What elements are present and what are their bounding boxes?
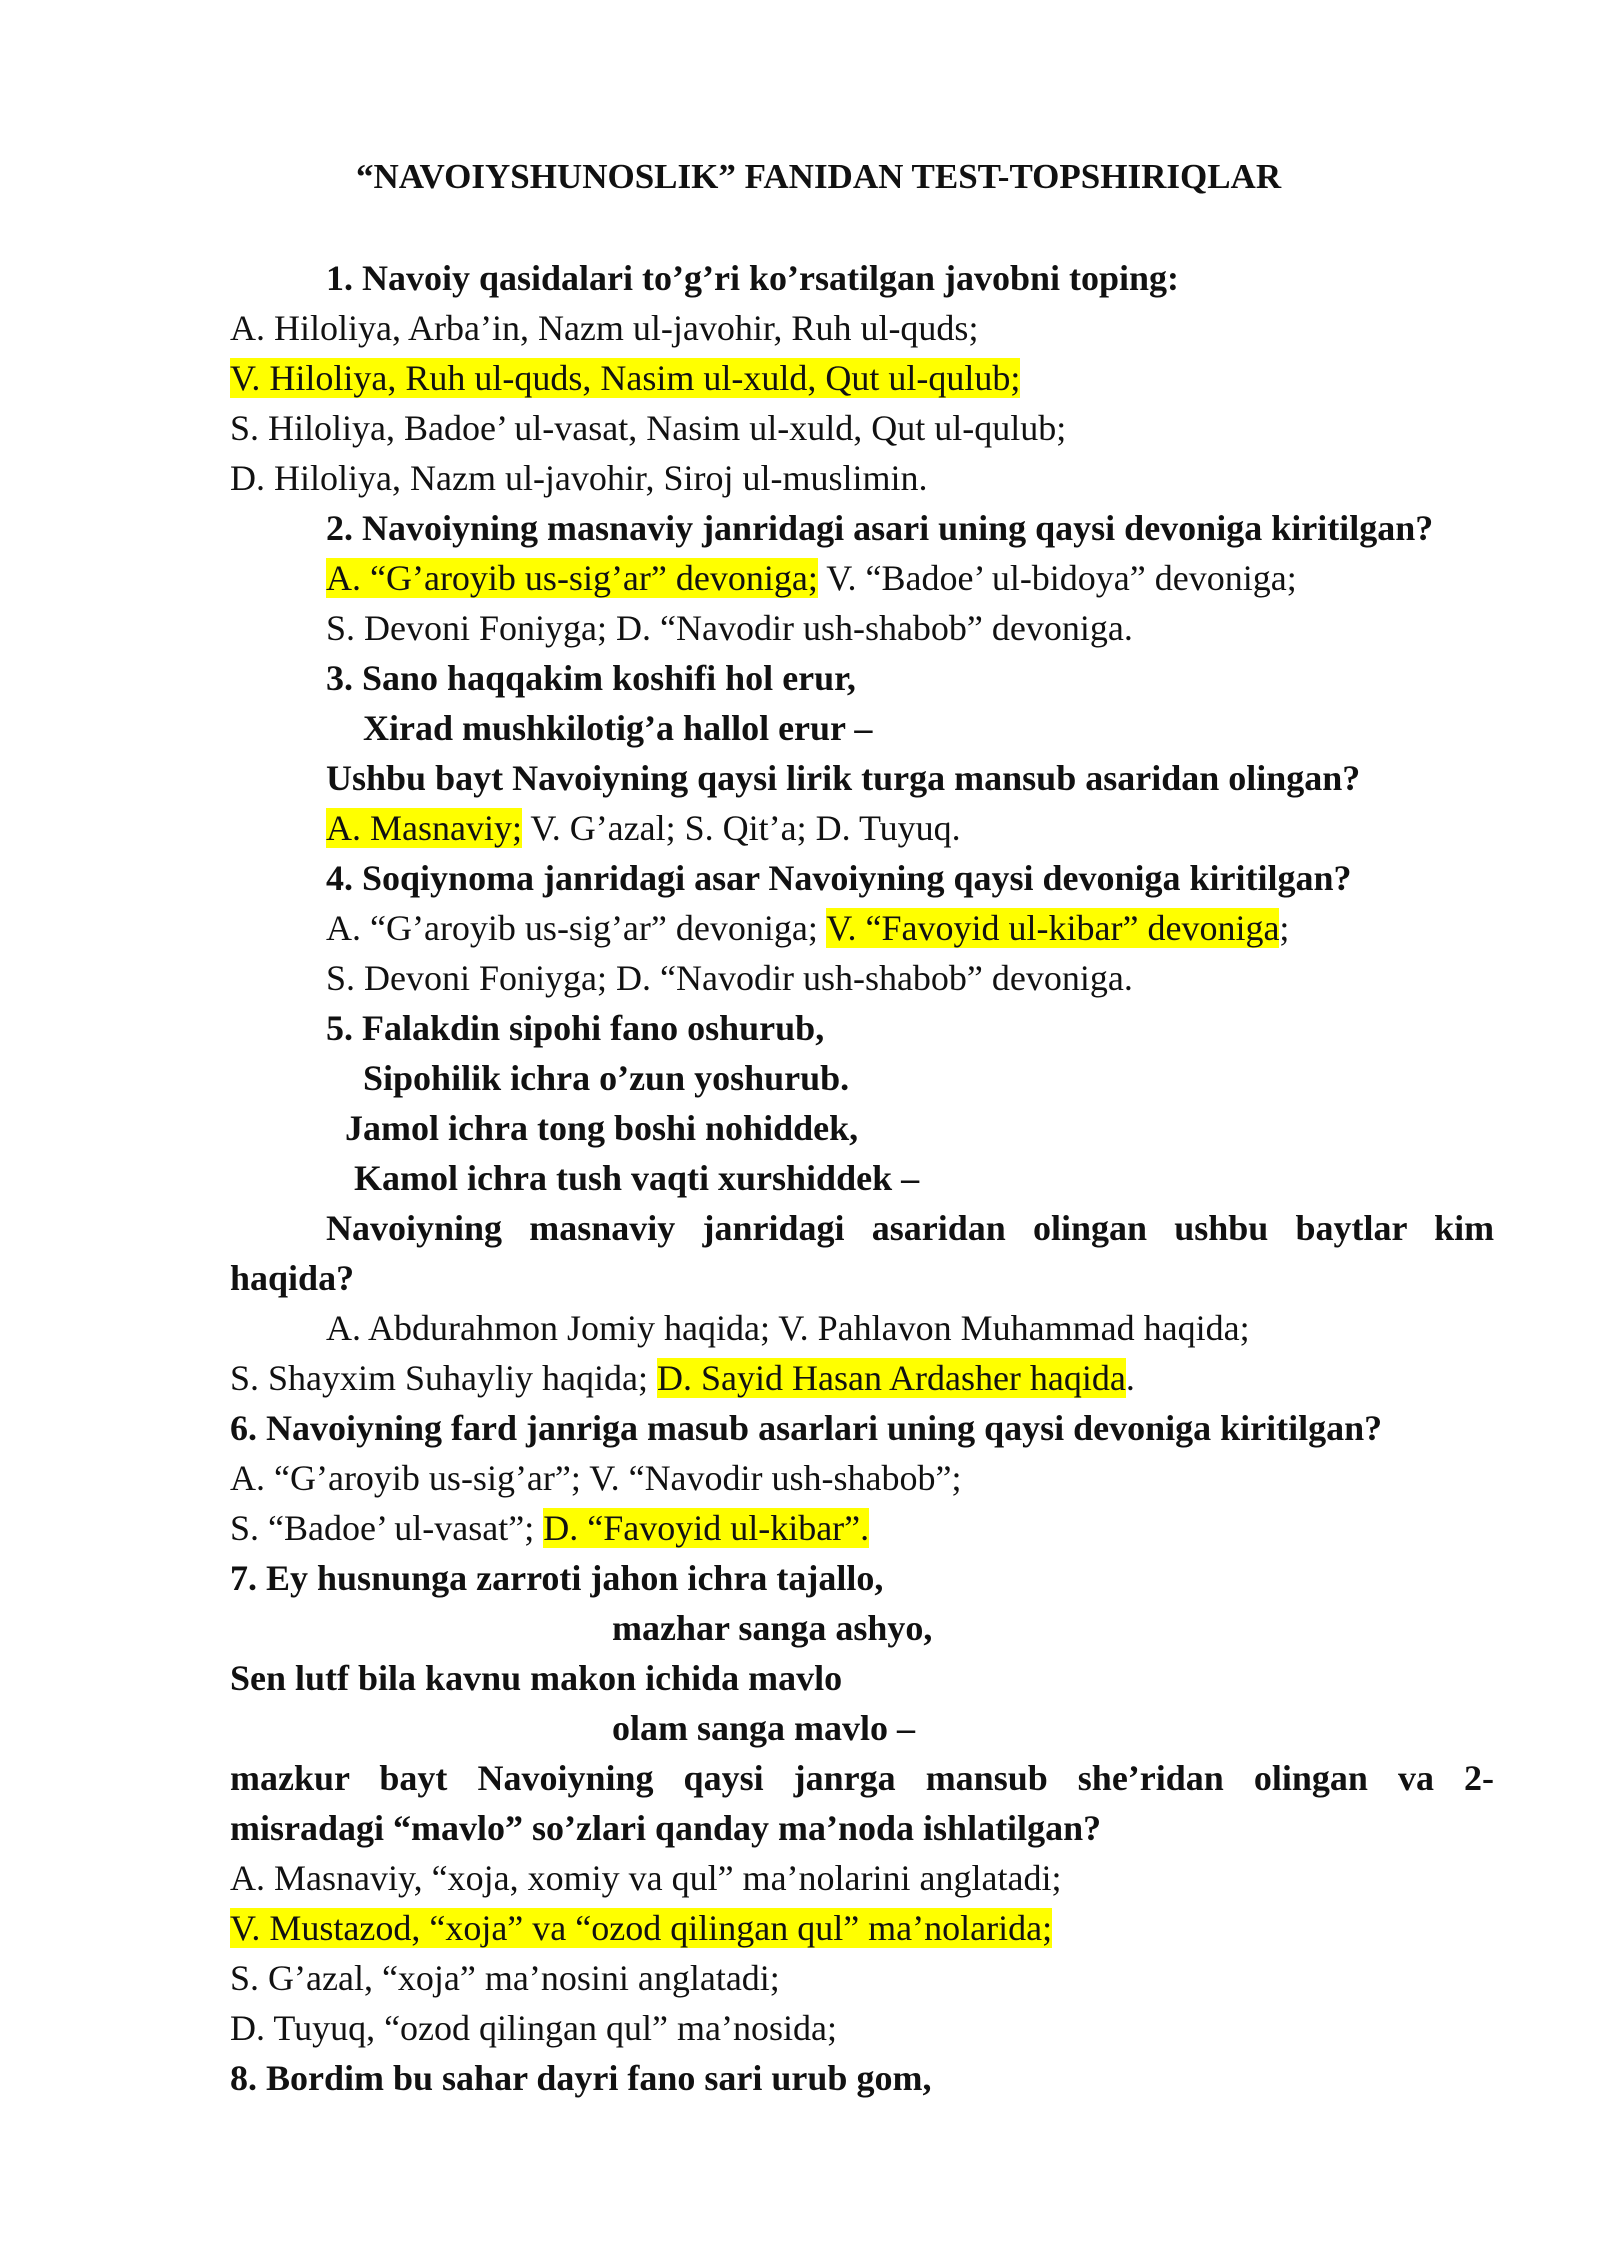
q7-option-a: A. Masnaviy, “xoja, xomiy va qul” ma’nolarini anglatadi; [230, 1858, 1062, 1898]
question-word: Navoiyning [326, 1208, 503, 1248]
question-5-end: haqida? [230, 1258, 355, 1298]
question-5-verse-1: 5. Falakdin sipohi fano oshurub, [326, 1008, 825, 1048]
question-7-verse-1: 7. Ey husnunga zarroti jahon ichra tajallo, [230, 1558, 884, 1598]
q1-option-c: S. Hiloliya, Badoe’ ul-vasat, Nasim ul-xuld, Qut ul-qulub; [230, 408, 1067, 448]
answer-highlight: V. Hiloliya, Ruh ul-quds, Nasim ul-xuld, Qut ul-qulub; [230, 358, 1021, 398]
question-word: ushbu [1174, 1208, 1269, 1248]
question-word: 2- [1464, 1758, 1495, 1798]
question-word: masnaviy [529, 1208, 676, 1248]
question-5-verse-3: Jamol ichra tong boshi nohiddek, [345, 1108, 859, 1148]
q4-option-a: A. “G’aroyib us-sig’ar” devoniga; [326, 908, 827, 948]
question-5-verse-2: Sipohilik ichra o’zun yoshurub. [363, 1058, 850, 1098]
question-word: bayt [379, 1758, 448, 1798]
answer-highlight: D. “Favoyid ul-kibar”. [543, 1508, 870, 1548]
q5-options-ab: A. Abdurahmon Jomiy haqida; V. Pahlavon Muhammad haqida; [326, 1308, 1250, 1348]
q6-options-ab: A. “G’aroyib us-sig’ar”; V. “Navodir ush-shabob”; [230, 1458, 962, 1498]
q3-options [326, 803, 961, 853]
q7-option-d: D. Tuyuq, “ozod qilingan qul” ma’nosida; [230, 2008, 837, 2048]
question-1: 1. Navoiy qasidalari to’g’ri ko’rsatilgan javobni toping: [326, 258, 1180, 298]
q7-option-c: S. G’azal, “xoja” ma’nosini anglatadi; [230, 1958, 780, 1998]
question-7-end: misradagi “mavlo” so’zlari qanday ma’noda ishlatilgan? [230, 1808, 1102, 1848]
q5-options-cd [230, 1353, 1135, 1403]
q2-options-ab [326, 553, 1297, 603]
question-3-verse-1: 3. Sano haqqakim koshifi hol erur, [326, 658, 856, 698]
q2-option-b: V. “Badoe’ ul-bidoya” devoniga; [817, 558, 1297, 598]
question-word: baytlar [1295, 1208, 1407, 1248]
q4-options-ab [326, 903, 1289, 953]
question-6: 6. Navoiyning fard janriga masub asarlari uning qaysi devoniga kiritilgan? [230, 1408, 1383, 1448]
question-7-verse-2: mazhar sanga ashyo, [612, 1608, 933, 1648]
question-3-verse-2: Xirad mushkilotig’a hallol erur – [363, 708, 873, 748]
question-word: she’ridan [1077, 1758, 1224, 1798]
q2-options-cd: S. Devoni Foniyga; D. “Navodir ush-shabob” devoniga. [326, 608, 1133, 648]
q7-option-b-answer [230, 1903, 1052, 1953]
question-word: mansub [925, 1758, 1048, 1798]
q1-option-a: A. Hiloliya, Arba’in, Nazm ul-javohir, Ruh ul-quds; [230, 308, 979, 348]
answer-highlight: A. “G’aroyib us-sig’ar” devoniga; [326, 558, 818, 598]
q1-option-b-answer [230, 353, 1020, 403]
question-word: olingan [1032, 1208, 1147, 1248]
q6-options-cd [230, 1503, 869, 1553]
document-title: “NAVOIYSHUNOSLIK” FANIDAN TEST-TOPSHIRIQLAR [356, 157, 1282, 196]
question-5 [326, 1203, 1494, 1253]
q4-options-cd: S. Devoni Foniyga; D. “Navodir ush-shabob” devoniga. [326, 958, 1133, 998]
q5-option-c: S. Shayxim Suhayliy haqida; [230, 1358, 657, 1398]
answer-highlight: D. Sayid Hasan Ardasher haqida [657, 1358, 1126, 1398]
question-2: 2. Navoiyning masnaviy janridagi asari uning qaysi devoniga kiritilgan? [326, 508, 1434, 548]
question-7-verse-4: olam sanga mavlo – [612, 1708, 916, 1748]
answer-highlight: V. “Favoyid ul-kibar” devoniga [826, 908, 1280, 948]
question-word: janridagi [702, 1208, 845, 1248]
q5-option-d-tail: . [1125, 1358, 1135, 1398]
answer-highlight: V. Mustazod, “xoja” va “ozod qilingan qul” ma’nolarida; [230, 1908, 1053, 1948]
question-word: mazkur [230, 1758, 350, 1798]
question-4: 4. Soqiynoma janridagi asar Navoiyning qaysi devoniga kiritilgan? [326, 858, 1352, 898]
question-8-verse-1: 8. Bordim bu sahar dayri fano sari urub gom, [230, 2058, 932, 2098]
question-7-verse-3: Sen lutf bila kavnu makon ichida mavlo [230, 1658, 843, 1698]
question-3: Ushbu bayt Navoiyning qaysi lirik turga mansub asaridan olingan? [326, 758, 1361, 798]
question-7 [230, 1753, 1494, 1803]
question-word: kim [1434, 1208, 1495, 1248]
question-word: Navoiyning [477, 1758, 654, 1798]
question-word: olingan [1253, 1758, 1368, 1798]
q1-option-d: D. Hiloliya, Nazm ul-javohir, Siroj ul-muslimin. [230, 458, 928, 498]
question-word: janrga [793, 1758, 896, 1798]
question-5-verse-4: Kamol ichra tush vaqti xurshiddek – [354, 1158, 920, 1198]
q3-other-options: V. G’azal; S. Qit’a; D. Tuyuq. [521, 808, 961, 848]
answer-highlight: A. Masnaviy; [326, 808, 522, 848]
question-word: asaridan [871, 1208, 1006, 1248]
question-word: qaysi [683, 1758, 764, 1798]
q4-option-b-tail: ; [1279, 908, 1290, 948]
question-word: va [1397, 1758, 1434, 1798]
q6-option-c: S. “Badoe’ ul-vasat”; [230, 1508, 544, 1548]
